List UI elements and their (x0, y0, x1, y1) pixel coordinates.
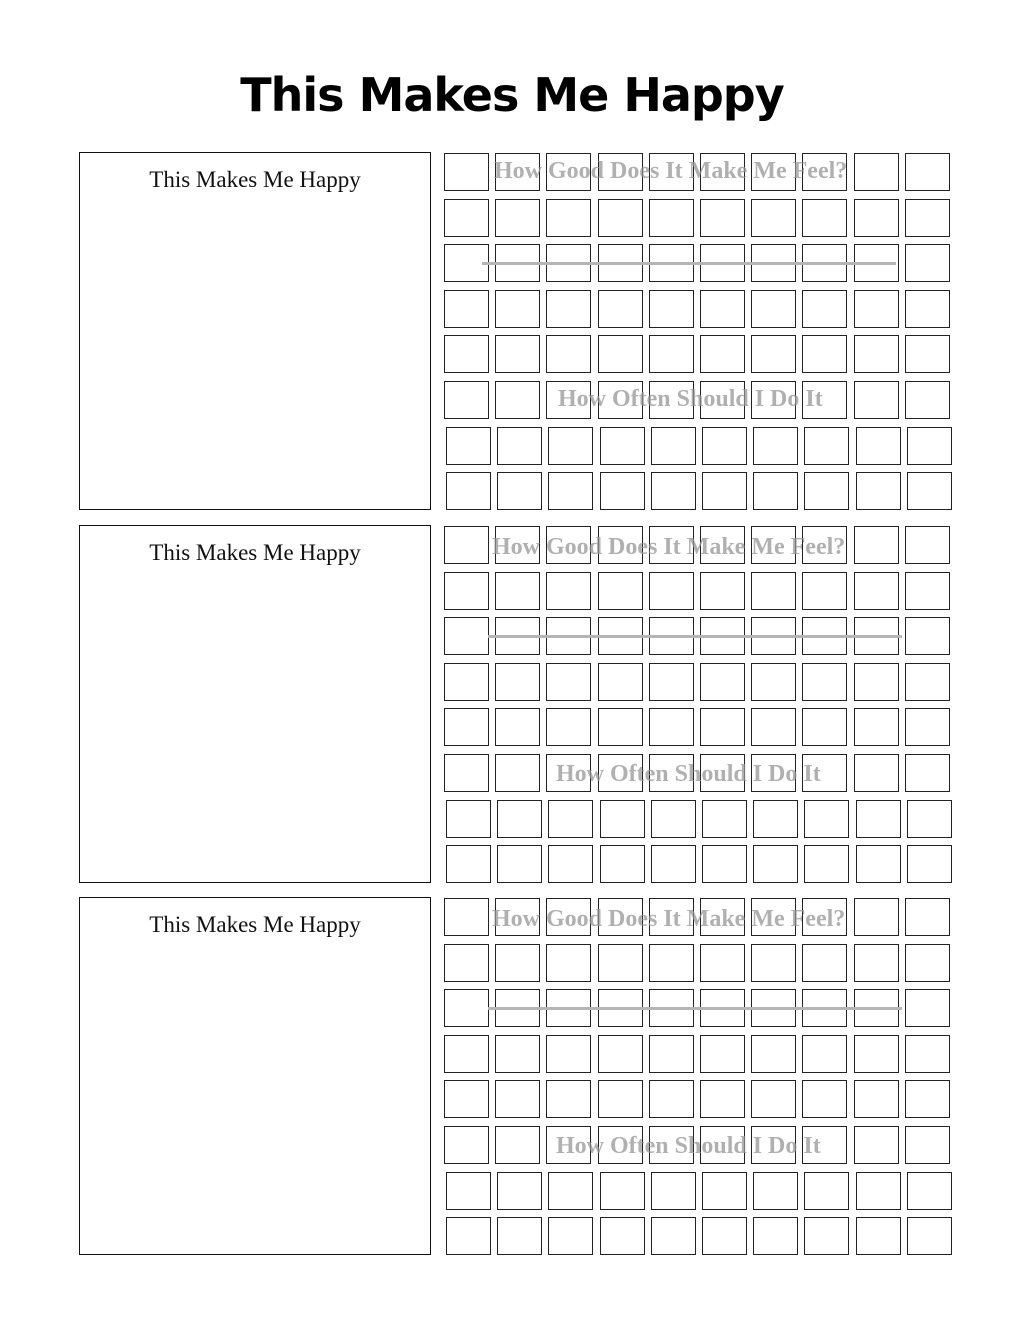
grid-cell[interactable] (598, 944, 643, 982)
grid-cell[interactable] (444, 617, 489, 655)
grid-cell[interactable] (495, 663, 540, 701)
grid-cell[interactable] (751, 572, 796, 610)
grid-cell[interactable] (751, 290, 796, 328)
grid-cell[interactable] (600, 1172, 645, 1210)
grid-cell[interactable] (497, 800, 542, 838)
grid-cell[interactable] (802, 572, 847, 610)
grid-cell[interactable] (495, 898, 540, 936)
grid-cell[interactable] (495, 1126, 540, 1164)
grid-cell[interactable] (546, 290, 591, 328)
grid-cell[interactable] (907, 1217, 952, 1255)
grid-cell[interactable] (497, 1172, 542, 1210)
grid-cell[interactable] (444, 153, 489, 191)
grid-cell[interactable] (546, 944, 591, 982)
grid-cell[interactable] (802, 617, 847, 655)
grid-cell[interactable] (856, 845, 901, 883)
grid-cell[interactable] (598, 617, 643, 655)
grid-cell[interactable] (804, 845, 849, 883)
grid-cell[interactable] (649, 153, 694, 191)
grid-cell[interactable] (802, 153, 847, 191)
grid-cell[interactable] (548, 1217, 593, 1255)
grid-cell[interactable] (546, 199, 591, 237)
grid-cell[interactable] (856, 1217, 901, 1255)
grid-cell[interactable] (546, 1035, 591, 1073)
grid-cell[interactable] (444, 526, 489, 564)
grid-cell[interactable] (546, 335, 591, 373)
grid-cell[interactable] (753, 1172, 798, 1210)
grid-cell[interactable] (854, 572, 899, 610)
grid-cell[interactable] (905, 199, 950, 237)
grid-cell[interactable] (444, 898, 489, 936)
grid-cell[interactable] (649, 617, 694, 655)
grid-cell[interactable] (854, 1035, 899, 1073)
grid-cell[interactable] (854, 617, 899, 655)
grid-cell[interactable] (444, 708, 489, 746)
grid-cell[interactable] (751, 617, 796, 655)
grid-cell[interactable] (651, 472, 696, 510)
grid-cell[interactable] (905, 572, 950, 610)
grid-cell[interactable] (649, 199, 694, 237)
happy-entry-section (0, 152, 1024, 514)
grid-cell[interactable] (907, 472, 952, 510)
grid-cell[interactable] (700, 617, 745, 655)
grid-cell[interactable] (751, 153, 796, 191)
happy-entry-section (0, 525, 1024, 887)
grid-cell[interactable] (905, 617, 950, 655)
grid-cell[interactable] (444, 663, 489, 701)
grid-cell[interactable] (751, 944, 796, 982)
grid-cell[interactable] (649, 572, 694, 610)
grid-cell[interactable] (495, 244, 540, 282)
grid-cell[interactable] (802, 663, 847, 701)
grid-cell[interactable] (651, 800, 696, 838)
feel-label: How Good Does It Make Me Feel? (492, 534, 846, 560)
grid-cell[interactable] (856, 1172, 901, 1210)
grid-cell[interactable] (802, 290, 847, 328)
grid-cell[interactable] (751, 1080, 796, 1118)
grid-cell[interactable] (444, 381, 489, 419)
grid-cell[interactable] (854, 754, 899, 792)
grid-cell[interactable] (905, 754, 950, 792)
grid-cell[interactable] (546, 754, 591, 792)
grid-cell[interactable] (598, 754, 643, 792)
grid-cell[interactable] (495, 617, 540, 655)
grid-cell[interactable] (546, 244, 591, 282)
grid-cell[interactable] (651, 1217, 696, 1255)
grid-cell[interactable] (700, 381, 745, 419)
grid-cell[interactable] (854, 153, 899, 191)
grid-cell[interactable] (905, 1080, 950, 1118)
grid-cell[interactable] (856, 472, 901, 510)
grid-cell[interactable] (649, 1035, 694, 1073)
grid-cell[interactable] (804, 427, 849, 465)
grid-cell[interactable] (446, 800, 491, 838)
grid-cell[interactable] (854, 898, 899, 936)
grid-cell[interactable] (600, 427, 645, 465)
grid-cell[interactable] (444, 989, 489, 1027)
grid-cell[interactable] (856, 800, 901, 838)
grid-cell[interactable] (649, 898, 694, 936)
grid-cell[interactable] (444, 244, 489, 282)
grid-cell[interactable] (700, 898, 745, 936)
grid-cell[interactable] (444, 1080, 489, 1118)
grid-cell[interactable] (446, 427, 491, 465)
grid-cell[interactable] (802, 754, 847, 792)
grid-cell[interactable] (548, 845, 593, 883)
grid-cell[interactable] (751, 663, 796, 701)
grid-cell[interactable] (702, 845, 747, 883)
grid-cell[interactable] (598, 989, 643, 1027)
grid-cell[interactable] (854, 381, 899, 419)
grid-cell[interactable] (495, 290, 540, 328)
grid-cell[interactable] (700, 989, 745, 1027)
grid-cell[interactable] (700, 1035, 745, 1073)
grid-cell[interactable] (446, 472, 491, 510)
grid-cell[interactable] (497, 427, 542, 465)
grid-cell[interactable] (854, 526, 899, 564)
grid-cell[interactable] (598, 708, 643, 746)
grid-cell[interactable] (546, 898, 591, 936)
grid-cell[interactable] (444, 290, 489, 328)
grid-cell[interactable] (598, 335, 643, 373)
grid-cell[interactable] (753, 845, 798, 883)
grid-cell[interactable] (700, 663, 745, 701)
grid-cell[interactable] (700, 944, 745, 982)
grid-cell[interactable] (649, 244, 694, 282)
grid-cell[interactable] (495, 708, 540, 746)
grid-cell[interactable] (905, 989, 950, 1027)
grid-cell[interactable] (649, 754, 694, 792)
grid-cell[interactable] (854, 1126, 899, 1164)
grid-cell[interactable] (546, 617, 591, 655)
grid-cell[interactable] (598, 153, 643, 191)
often-label: How Often Should I Do It (556, 1133, 821, 1159)
grid-cell[interactable] (700, 335, 745, 373)
grid-cell[interactable] (546, 663, 591, 701)
grid-cell[interactable] (905, 1035, 950, 1073)
grid-cell[interactable] (854, 290, 899, 328)
happy-writing-box[interactable] (79, 525, 431, 883)
grid-cell[interactable] (649, 290, 694, 328)
grid-cell[interactable] (598, 572, 643, 610)
grid-cell[interactable] (854, 708, 899, 746)
grid-cell[interactable] (495, 754, 540, 792)
grid-cell[interactable] (444, 1126, 489, 1164)
grid-cell[interactable] (802, 1035, 847, 1073)
grid-cell[interactable] (700, 1126, 745, 1164)
grid-cell[interactable] (802, 1080, 847, 1118)
page-title: This Makes Me Happy (240, 68, 784, 122)
grid-cell[interactable] (600, 472, 645, 510)
grid-cell[interactable] (854, 335, 899, 373)
grid-cell[interactable] (907, 845, 952, 883)
grid-cell[interactable] (753, 427, 798, 465)
grid-cell[interactable] (856, 427, 901, 465)
grid-cell[interactable] (854, 1080, 899, 1118)
happy-writing-box[interactable] (79, 152, 431, 510)
grid-cell[interactable] (854, 244, 899, 282)
grid-cell[interactable] (546, 1080, 591, 1118)
grid-cell[interactable] (649, 989, 694, 1027)
grid-cell[interactable] (651, 1172, 696, 1210)
grid-cell[interactable] (600, 800, 645, 838)
grid-cell[interactable] (753, 800, 798, 838)
grid-cell[interactable] (548, 1172, 593, 1210)
grid-cell[interactable] (598, 244, 643, 282)
grid-cell[interactable] (702, 1217, 747, 1255)
grid-cell[interactable] (905, 153, 950, 191)
grid-cell[interactable] (495, 944, 540, 982)
grid-cell[interactable] (600, 1217, 645, 1255)
grid-cell[interactable] (802, 989, 847, 1027)
grid-cell[interactable] (444, 1035, 489, 1073)
grid-cell[interactable] (649, 1080, 694, 1118)
grid-cell[interactable] (907, 427, 952, 465)
writing-box-label: This Makes Me Happy (149, 540, 361, 565)
grid-cell[interactable] (598, 663, 643, 701)
grid-cell[interactable] (495, 381, 540, 419)
grid-cell[interactable] (649, 663, 694, 701)
writing-box-label: This Makes Me Happy (149, 167, 361, 192)
grid-cell[interactable] (751, 1035, 796, 1073)
grid-cell[interactable] (497, 1217, 542, 1255)
grid-cell[interactable] (700, 153, 745, 191)
grid-cell[interactable] (649, 1126, 694, 1164)
grid-cell[interactable] (598, 1035, 643, 1073)
grid-cell[interactable] (495, 199, 540, 237)
feel-label: How Good Does It Make Me Feel? (494, 158, 848, 184)
grid-cell[interactable] (548, 427, 593, 465)
grid-cell[interactable] (649, 944, 694, 982)
grid-cell[interactable] (495, 1035, 540, 1073)
grid-cell[interactable] (546, 153, 591, 191)
happy-writing-box[interactable] (79, 897, 431, 1255)
often-label: How Often Should I Do It (556, 761, 821, 787)
grid-cell[interactable] (907, 1172, 952, 1210)
grid-cell[interactable] (546, 1126, 591, 1164)
grid-cell[interactable] (546, 572, 591, 610)
grid-cell[interactable] (751, 335, 796, 373)
grid-cell[interactable] (546, 381, 591, 419)
grid-cell[interactable] (802, 898, 847, 936)
grid-cell[interactable] (802, 335, 847, 373)
grid-cell[interactable] (905, 708, 950, 746)
grid-cell[interactable] (751, 199, 796, 237)
grid-cell[interactable] (649, 526, 694, 564)
grid-cell[interactable] (444, 335, 489, 373)
grid-cell[interactable] (804, 472, 849, 510)
grid-cell[interactable] (802, 199, 847, 237)
grid-cell[interactable] (854, 199, 899, 237)
rating-grid[interactable] (444, 525, 956, 885)
grid-cell[interactable] (546, 989, 591, 1027)
grid-cell[interactable] (804, 1217, 849, 1255)
grid-cell[interactable] (905, 335, 950, 373)
grid-cell[interactable] (905, 381, 950, 419)
grid-cell[interactable] (905, 944, 950, 982)
grid-cell[interactable] (495, 153, 540, 191)
grid-cell[interactable] (751, 989, 796, 1027)
grid-cell[interactable] (854, 989, 899, 1027)
grid-cell[interactable] (497, 845, 542, 883)
grid-cell[interactable] (444, 199, 489, 237)
grid-cell[interactable] (495, 572, 540, 610)
often-label: How Often Should I Do It (558, 386, 823, 412)
grid-cell[interactable] (651, 845, 696, 883)
grid-cell[interactable] (751, 244, 796, 282)
happy-entry-section (0, 897, 1024, 1259)
grid-cell[interactable] (546, 526, 591, 564)
writing-box-label: This Makes Me Happy (149, 912, 361, 937)
grid-cell[interactable] (700, 708, 745, 746)
grid-cell[interactable] (907, 800, 952, 838)
grid-cell[interactable] (905, 526, 950, 564)
grid-cell[interactable] (751, 526, 796, 564)
grid-cell[interactable] (497, 472, 542, 510)
grid-cell[interactable] (598, 898, 643, 936)
grid-cell[interactable] (700, 244, 745, 282)
grid-cell[interactable] (495, 526, 540, 564)
grid-cell[interactable] (802, 244, 847, 282)
grid-cell[interactable] (751, 898, 796, 936)
grid-cell[interactable] (600, 845, 645, 883)
grid-cell[interactable] (802, 1126, 847, 1164)
grid-cell[interactable] (598, 199, 643, 237)
grid-cell[interactable] (495, 1080, 540, 1118)
grid-cell[interactable] (446, 1217, 491, 1255)
grid-cell[interactable] (702, 1172, 747, 1210)
grid-cell[interactable] (905, 1126, 950, 1164)
grid-cell[interactable] (446, 845, 491, 883)
grid-cell[interactable] (802, 944, 847, 982)
grid-cell[interactable] (598, 381, 643, 419)
grid-cell[interactable] (751, 708, 796, 746)
grid-cell[interactable] (649, 381, 694, 419)
grid-cell[interactable] (804, 800, 849, 838)
grid-cell[interactable] (700, 290, 745, 328)
grid-cell[interactable] (905, 290, 950, 328)
grid-cell[interactable] (905, 898, 950, 936)
grid-cell[interactable] (598, 526, 643, 564)
grid-cell[interactable] (753, 1217, 798, 1255)
grid-cell[interactable] (495, 989, 540, 1027)
rating-grid[interactable] (444, 897, 956, 1257)
feel-label: How Good Does It Make Me Feel? (492, 906, 846, 932)
grid-cell[interactable] (854, 944, 899, 982)
grid-cell[interactable] (702, 472, 747, 510)
grid-cell[interactable] (804, 1172, 849, 1210)
grid-cell[interactable] (753, 472, 798, 510)
grid-cell[interactable] (548, 472, 593, 510)
grid-cell[interactable] (444, 572, 489, 610)
grid-cell[interactable] (700, 754, 745, 792)
grid-cell[interactable] (598, 290, 643, 328)
grid-cell[interactable] (651, 427, 696, 465)
grid-cell[interactable] (700, 1080, 745, 1118)
grid-cell[interactable] (548, 800, 593, 838)
grid-cell[interactable] (802, 381, 847, 419)
grid-cell[interactable] (444, 754, 489, 792)
grid-cell[interactable] (802, 526, 847, 564)
grid-cell[interactable] (751, 754, 796, 792)
grid-cell[interactable] (905, 663, 950, 701)
grid-cell[interactable] (905, 244, 950, 282)
grid-cell[interactable] (751, 1126, 796, 1164)
grid-cell[interactable] (495, 335, 540, 373)
grid-cell[interactable] (446, 1172, 491, 1210)
grid-cell[interactable] (702, 427, 747, 465)
grid-cell[interactable] (546, 708, 591, 746)
grid-cell[interactable] (700, 199, 745, 237)
grid-cell[interactable] (598, 1126, 643, 1164)
grid-cell[interactable] (854, 663, 899, 701)
grid-cell[interactable] (700, 526, 745, 564)
rating-grid[interactable] (444, 152, 956, 512)
grid-cell[interactable] (649, 708, 694, 746)
grid-cell[interactable] (751, 381, 796, 419)
grid-cell[interactable] (444, 944, 489, 982)
grid-cell[interactable] (802, 708, 847, 746)
grid-cell[interactable] (598, 1080, 643, 1118)
grid-cell[interactable] (702, 800, 747, 838)
grid-cell[interactable] (649, 335, 694, 373)
grid-cell[interactable] (700, 572, 745, 610)
